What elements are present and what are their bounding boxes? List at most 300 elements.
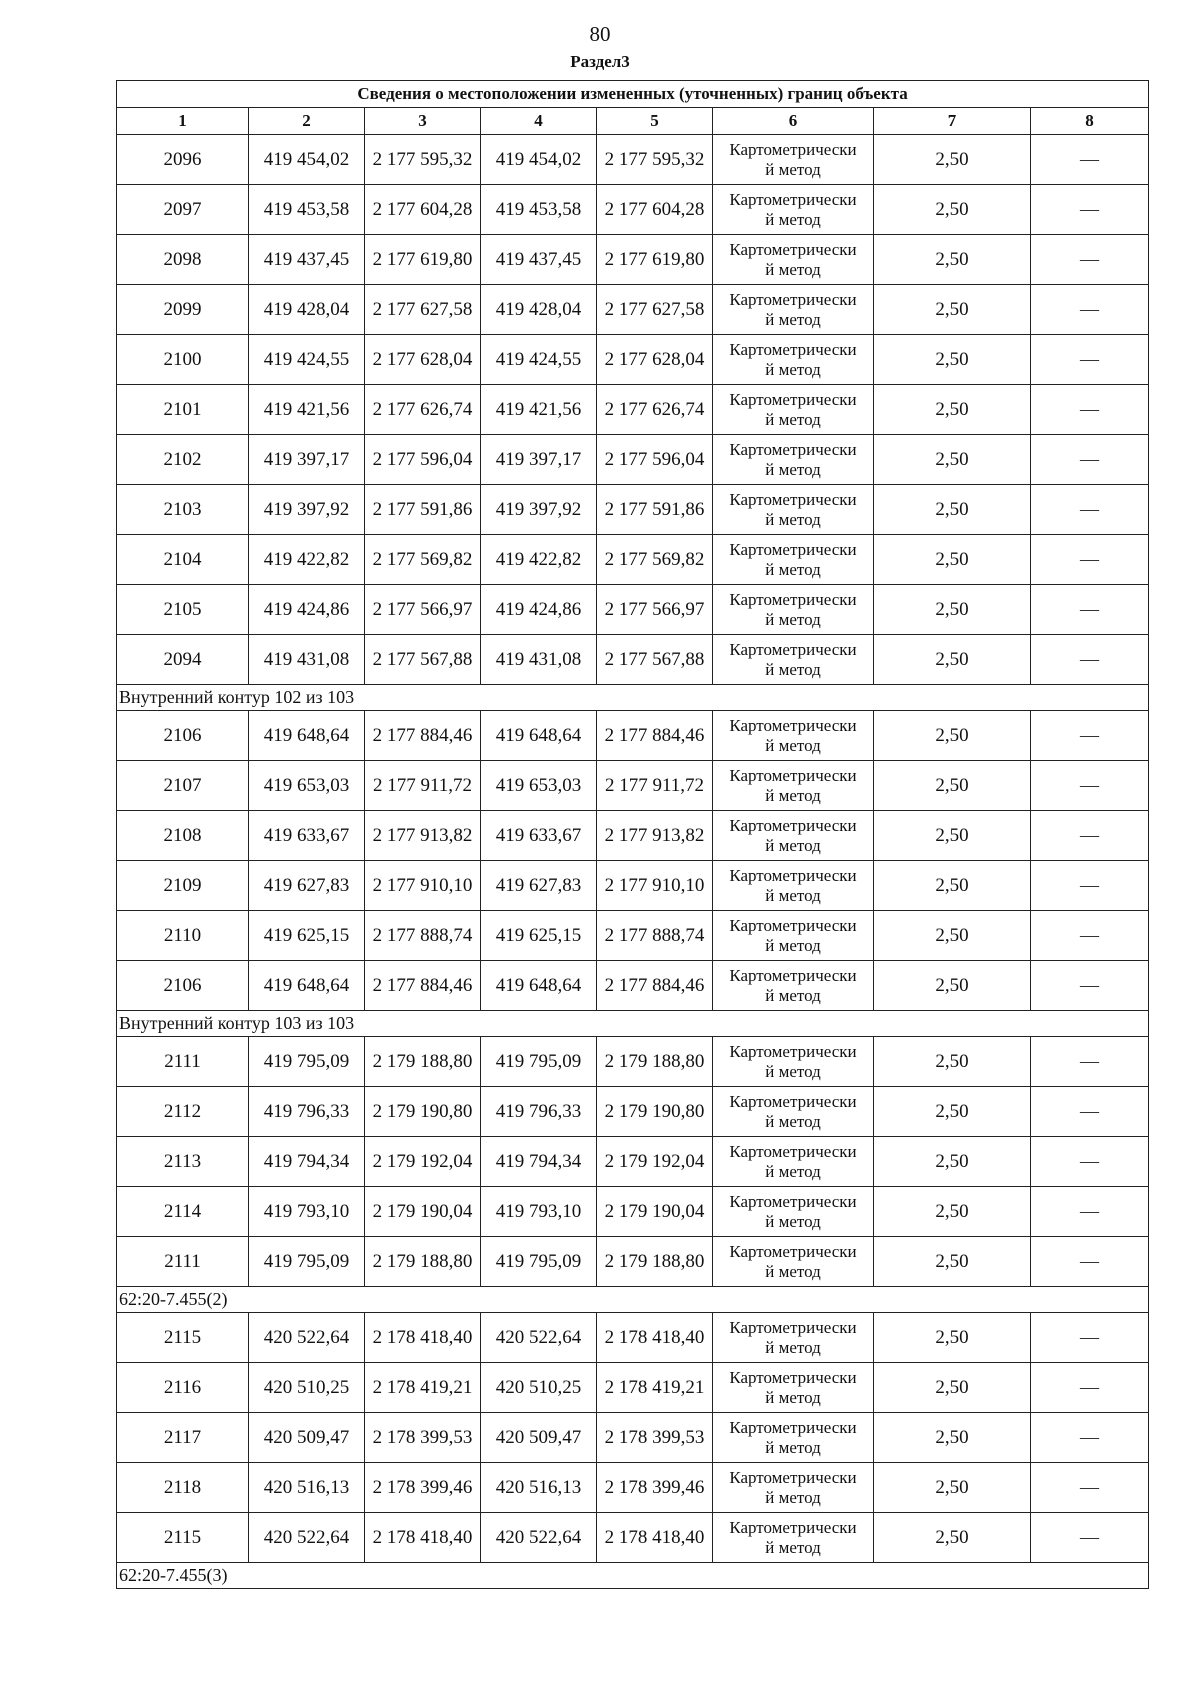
cell-y-new: 2 178 418,40 xyxy=(597,1513,713,1563)
cell-x-new: 420 522,64 xyxy=(481,1313,597,1363)
cell-description: — xyxy=(1031,435,1149,485)
method-text-line: й метод xyxy=(765,1161,821,1181)
cell-accuracy: 2,50 xyxy=(874,585,1031,635)
cell-method xyxy=(713,711,874,761)
cell-x-new: 419 428,04 xyxy=(481,285,597,335)
cell-y-new: 2 177 595,32 xyxy=(597,135,713,185)
cell-y-old: 2 177 604,28 xyxy=(365,185,481,235)
cell-x-old: 419 421,56 xyxy=(249,385,365,435)
table-row xyxy=(117,585,1149,635)
method-text-line: й метод xyxy=(765,359,821,379)
cell-y-old: 2 179 188,80 xyxy=(365,1237,481,1287)
cell-y-new: 2 179 190,80 xyxy=(597,1087,713,1137)
cell-x-old: 419 397,92 xyxy=(249,485,365,535)
cell-x-old: 419 431,08 xyxy=(249,635,365,685)
cell-y-new: 2 177 626,74 xyxy=(597,385,713,435)
cell-x-new: 419 424,55 xyxy=(481,335,597,385)
cell-y-old: 2 178 418,40 xyxy=(365,1513,481,1563)
method-text-line: й метод xyxy=(765,1211,821,1231)
cell-description: — xyxy=(1031,535,1149,585)
cell-method xyxy=(713,1037,874,1087)
cell-accuracy: 2,50 xyxy=(874,1513,1031,1563)
cell-point-number: 2097 xyxy=(117,185,249,235)
cell-accuracy: 2,50 xyxy=(874,1087,1031,1137)
table-row xyxy=(117,1463,1149,1513)
cell-description: — xyxy=(1031,911,1149,961)
method-text-line: й метод xyxy=(765,1261,821,1281)
method-text-line: й метод xyxy=(765,1487,821,1507)
method-text-line: Картометрически xyxy=(729,389,857,409)
cell-point-number: 2101 xyxy=(117,385,249,435)
cell-point-number: 2108 xyxy=(117,811,249,861)
method-text-line: й метод xyxy=(765,509,821,529)
cell-y-old: 2 177 628,04 xyxy=(365,335,481,385)
method-text-line: Картометрически xyxy=(729,965,857,985)
method-text-line: Картометрически xyxy=(729,139,857,159)
cell-description: — xyxy=(1031,1363,1149,1413)
cell-description: — xyxy=(1031,1313,1149,1363)
cell-x-old: 419 648,64 xyxy=(249,961,365,1011)
table-row xyxy=(117,711,1149,761)
cell-y-new: 2 177 627,58 xyxy=(597,285,713,335)
method-text-line: Картометрически xyxy=(729,1417,857,1437)
contour-label: Внутренний контур 102 из 103 xyxy=(117,685,1149,711)
method-text-line: й метод xyxy=(765,659,821,679)
cell-x-new: 419 397,92 xyxy=(481,485,597,535)
column-number: 8 xyxy=(1031,108,1149,135)
cell-x-old: 419 437,45 xyxy=(249,235,365,285)
cell-point-number: 2106 xyxy=(117,961,249,1011)
cell-y-new: 2 177 884,46 xyxy=(597,961,713,1011)
table-row xyxy=(117,335,1149,385)
method-text-line: й метод xyxy=(765,835,821,855)
cell-x-new: 419 653,03 xyxy=(481,761,597,811)
cell-method xyxy=(713,1413,874,1463)
method-text-line: Картометрически xyxy=(729,1467,857,1487)
contour-label: Внутренний контур 103 из 103 xyxy=(117,1011,1149,1037)
cell-point-number: 2102 xyxy=(117,435,249,485)
cell-method xyxy=(713,1187,874,1237)
cell-accuracy: 2,50 xyxy=(874,1037,1031,1087)
cell-x-new: 420 510,25 xyxy=(481,1363,597,1413)
cell-x-old: 420 516,13 xyxy=(249,1463,365,1513)
cell-accuracy: 2,50 xyxy=(874,235,1031,285)
cell-point-number: 2103 xyxy=(117,485,249,535)
cell-description: — xyxy=(1031,1413,1149,1463)
cell-accuracy: 2,50 xyxy=(874,911,1031,961)
cell-method xyxy=(713,385,874,435)
cell-x-new: 420 522,64 xyxy=(481,1513,597,1563)
cell-x-new: 419 453,58 xyxy=(481,185,597,235)
method-text-line: Картометрически xyxy=(729,915,857,935)
cell-y-new: 2 179 192,04 xyxy=(597,1137,713,1187)
cell-y-old: 2 177 910,10 xyxy=(365,861,481,911)
table-row xyxy=(117,1137,1149,1187)
cell-point-number: 2094 xyxy=(117,635,249,685)
contour-label: 62:20-7.455(3) xyxy=(117,1563,1149,1589)
method-text-line: Картометрически xyxy=(729,539,857,559)
cell-y-new: 2 177 884,46 xyxy=(597,711,713,761)
table-row xyxy=(117,761,1149,811)
cell-accuracy: 2,50 xyxy=(874,135,1031,185)
cell-point-number: 2104 xyxy=(117,535,249,585)
cell-point-number: 2115 xyxy=(117,1313,249,1363)
cell-y-old: 2 177 626,74 xyxy=(365,385,481,435)
cell-y-old: 2 177 888,74 xyxy=(365,911,481,961)
cell-description: — xyxy=(1031,385,1149,435)
method-text-line: й метод xyxy=(765,609,821,629)
method-text-line: й метод xyxy=(765,159,821,179)
cell-x-new: 419 794,34 xyxy=(481,1137,597,1187)
cell-y-new: 2 177 911,72 xyxy=(597,761,713,811)
cell-x-new: 419 648,64 xyxy=(481,961,597,1011)
cell-x-new: 419 431,08 xyxy=(481,635,597,685)
cell-y-new: 2 177 604,28 xyxy=(597,185,713,235)
cell-method xyxy=(713,761,874,811)
cell-accuracy: 2,50 xyxy=(874,485,1031,535)
method-text-line: й метод xyxy=(765,1437,821,1457)
method-text-line: Картометрически xyxy=(729,239,857,259)
cell-y-old: 2 178 418,40 xyxy=(365,1313,481,1363)
table-row xyxy=(117,1237,1149,1287)
table-row xyxy=(117,535,1149,585)
method-text-line: й метод xyxy=(765,1387,821,1407)
method-text-line: Картометрически xyxy=(729,439,857,459)
cell-description: — xyxy=(1031,961,1149,1011)
cell-method xyxy=(713,1237,874,1287)
cell-point-number: 2116 xyxy=(117,1363,249,1413)
method-text-line: Картометрически xyxy=(729,1041,857,1061)
method-text-line: й метод xyxy=(765,1337,821,1357)
cell-method xyxy=(713,135,874,185)
method-text-line: Картометрически xyxy=(729,765,857,785)
table-row xyxy=(117,861,1149,911)
method-text-line: й метод xyxy=(765,885,821,905)
table-row xyxy=(117,635,1149,685)
cell-method xyxy=(713,1087,874,1137)
cell-description: — xyxy=(1031,135,1149,185)
column-number: 3 xyxy=(365,108,481,135)
table-title-row xyxy=(117,81,1149,108)
method-text-line: й метод xyxy=(765,1537,821,1557)
table-row xyxy=(117,811,1149,861)
table-row xyxy=(117,1037,1149,1087)
cell-description: — xyxy=(1031,1513,1149,1563)
cell-y-old: 2 179 190,04 xyxy=(365,1187,481,1237)
column-number: 4 xyxy=(481,108,597,135)
cell-method xyxy=(713,635,874,685)
cell-point-number: 2113 xyxy=(117,1137,249,1187)
cell-y-new: 2 177 591,86 xyxy=(597,485,713,535)
table-row xyxy=(117,1313,1149,1363)
cell-accuracy: 2,50 xyxy=(874,635,1031,685)
method-text-line: Картометрически xyxy=(729,1141,857,1161)
cell-accuracy: 2,50 xyxy=(874,1137,1031,1187)
table-row xyxy=(117,435,1149,485)
method-text-line: й метод xyxy=(765,785,821,805)
cell-accuracy: 2,50 xyxy=(874,1363,1031,1413)
cell-accuracy: 2,50 xyxy=(874,1187,1031,1237)
cell-y-old: 2 177 884,46 xyxy=(365,961,481,1011)
method-text-line: й метод xyxy=(765,559,821,579)
method-text-line: Картометрически xyxy=(729,489,857,509)
cell-point-number: 2098 xyxy=(117,235,249,285)
table-title: Сведения о местоположении измененных (уточненных) границ объекта xyxy=(117,81,1149,108)
cell-y-old: 2 177 567,88 xyxy=(365,635,481,685)
cell-y-new: 2 179 188,80 xyxy=(597,1237,713,1287)
cell-y-new: 2 177 569,82 xyxy=(597,535,713,585)
cell-point-number: 2106 xyxy=(117,711,249,761)
cell-description: — xyxy=(1031,585,1149,635)
cell-point-number: 2096 xyxy=(117,135,249,185)
contour-group-row xyxy=(117,1011,1149,1037)
cell-point-number: 2100 xyxy=(117,335,249,385)
cell-x-new: 420 509,47 xyxy=(481,1413,597,1463)
cell-description: — xyxy=(1031,335,1149,385)
column-number: 2 xyxy=(249,108,365,135)
method-text-line: й метод xyxy=(765,259,821,279)
cell-x-new: 419 627,83 xyxy=(481,861,597,911)
cell-x-old: 419 633,67 xyxy=(249,811,365,861)
method-text-line: Картометрически xyxy=(729,1367,857,1387)
cell-x-old: 419 648,64 xyxy=(249,711,365,761)
column-number: 7 xyxy=(874,108,1031,135)
cell-y-new: 2 177 910,10 xyxy=(597,861,713,911)
cell-accuracy: 2,50 xyxy=(874,811,1031,861)
cell-method xyxy=(713,585,874,635)
cell-description: — xyxy=(1031,711,1149,761)
cell-accuracy: 2,50 xyxy=(874,185,1031,235)
cell-method xyxy=(713,811,874,861)
column-number: 1 xyxy=(117,108,249,135)
method-text-line: Картометрически xyxy=(729,1517,857,1537)
cell-y-new: 2 177 913,82 xyxy=(597,811,713,861)
cell-y-new: 2 177 888,74 xyxy=(597,911,713,961)
cell-y-new: 2 177 619,80 xyxy=(597,235,713,285)
cell-description: — xyxy=(1031,861,1149,911)
cell-accuracy: 2,50 xyxy=(874,285,1031,335)
method-text-line: Картометрически xyxy=(729,1317,857,1337)
cell-method xyxy=(713,485,874,535)
cell-point-number: 2112 xyxy=(117,1087,249,1137)
method-text-line: й метод xyxy=(765,459,821,479)
cell-point-number: 2111 xyxy=(117,1037,249,1087)
cell-y-old: 2 179 190,80 xyxy=(365,1087,481,1137)
cell-y-old: 2 177 595,32 xyxy=(365,135,481,185)
cell-point-number: 2099 xyxy=(117,285,249,335)
cell-x-new: 419 421,56 xyxy=(481,385,597,435)
cell-point-number: 2110 xyxy=(117,911,249,961)
cell-x-new: 419 437,45 xyxy=(481,235,597,285)
method-text-line: Картометрически xyxy=(729,865,857,885)
cell-description: — xyxy=(1031,485,1149,535)
cell-x-new: 419 648,64 xyxy=(481,711,597,761)
column-number-row xyxy=(117,108,1149,135)
cell-y-new: 2 177 566,97 xyxy=(597,585,713,635)
cell-method xyxy=(713,1137,874,1187)
cell-y-old: 2 177 591,86 xyxy=(365,485,481,535)
cell-x-new: 419 397,17 xyxy=(481,435,597,485)
cell-method xyxy=(713,185,874,235)
cell-y-new: 2 179 190,04 xyxy=(597,1187,713,1237)
method-text-line: Картометрически xyxy=(729,589,857,609)
cell-description: — xyxy=(1031,185,1149,235)
cell-y-new: 2 178 399,53 xyxy=(597,1413,713,1463)
page-number: 80 xyxy=(589,22,611,46)
cell-y-old: 2 177 884,46 xyxy=(365,711,481,761)
cell-x-new: 419 633,67 xyxy=(481,811,597,861)
cell-description: — xyxy=(1031,1187,1149,1237)
cell-accuracy: 2,50 xyxy=(874,961,1031,1011)
table-row xyxy=(117,1087,1149,1137)
table-row xyxy=(117,285,1149,335)
cell-description: — xyxy=(1031,1087,1149,1137)
cell-y-old: 2 177 913,82 xyxy=(365,811,481,861)
cell-point-number: 2105 xyxy=(117,585,249,635)
cell-method xyxy=(713,961,874,1011)
cell-x-new: 419 795,09 xyxy=(481,1237,597,1287)
column-number: 6 xyxy=(713,108,874,135)
table-row xyxy=(117,385,1149,435)
cell-method xyxy=(713,1463,874,1513)
cell-x-new: 419 625,15 xyxy=(481,911,597,961)
cell-x-old: 419 454,02 xyxy=(249,135,365,185)
method-text-line: Картометрически xyxy=(729,815,857,835)
method-text-line: й метод xyxy=(765,209,821,229)
method-text-line: й метод xyxy=(765,309,821,329)
cell-y-new: 2 177 567,88 xyxy=(597,635,713,685)
cell-accuracy: 2,50 xyxy=(874,1313,1031,1363)
cell-point-number: 2111 xyxy=(117,1237,249,1287)
cell-x-old: 420 522,64 xyxy=(249,1313,365,1363)
cell-description: — xyxy=(1031,811,1149,861)
cell-x-old: 419 422,82 xyxy=(249,535,365,585)
cell-method xyxy=(713,911,874,961)
cell-accuracy: 2,50 xyxy=(874,1413,1031,1463)
cell-point-number: 2117 xyxy=(117,1413,249,1463)
cell-y-old: 2 177 596,04 xyxy=(365,435,481,485)
method-text-line: Картометрически xyxy=(729,639,857,659)
column-number: 5 xyxy=(597,108,713,135)
table-row xyxy=(117,961,1149,1011)
cell-description: — xyxy=(1031,1137,1149,1187)
cell-x-old: 419 428,04 xyxy=(249,285,365,335)
table-row xyxy=(117,1187,1149,1237)
cell-y-new: 2 178 399,46 xyxy=(597,1463,713,1513)
method-text-line: Картометрически xyxy=(729,1241,857,1261)
cell-accuracy: 2,50 xyxy=(874,535,1031,585)
cell-point-number: 2114 xyxy=(117,1187,249,1237)
cell-x-new: 419 422,82 xyxy=(481,535,597,585)
cell-y-new: 2 177 628,04 xyxy=(597,335,713,385)
cell-accuracy: 2,50 xyxy=(874,435,1031,485)
cell-x-old: 419 795,09 xyxy=(249,1037,365,1087)
cell-x-new: 419 454,02 xyxy=(481,135,597,185)
cell-point-number: 2109 xyxy=(117,861,249,911)
cell-y-old: 2 177 619,80 xyxy=(365,235,481,285)
contour-label: 62:20-7.455(2) xyxy=(117,1287,1149,1313)
cell-accuracy: 2,50 xyxy=(874,335,1031,385)
cell-accuracy: 2,50 xyxy=(874,711,1031,761)
cell-y-old: 2 178 399,46 xyxy=(365,1463,481,1513)
cell-y-old: 2 177 627,58 xyxy=(365,285,481,335)
method-text-line: Картометрически xyxy=(729,339,857,359)
table-row xyxy=(117,1413,1149,1463)
cell-method xyxy=(713,335,874,385)
cell-accuracy: 2,50 xyxy=(874,385,1031,435)
boundary-coordinates-table xyxy=(116,80,1149,1589)
method-text-line: Картометрически xyxy=(729,1091,857,1111)
table-row xyxy=(117,485,1149,535)
method-text-line: й метод xyxy=(765,935,821,955)
cell-description: — xyxy=(1031,1463,1149,1513)
cell-description: — xyxy=(1031,1237,1149,1287)
method-text-line: Картометрически xyxy=(729,289,857,309)
cell-x-old: 419 794,34 xyxy=(249,1137,365,1187)
cell-x-old: 419 453,58 xyxy=(249,185,365,235)
cell-description: — xyxy=(1031,285,1149,335)
cell-y-new: 2 177 596,04 xyxy=(597,435,713,485)
cell-description: — xyxy=(1031,761,1149,811)
cell-description: — xyxy=(1031,1037,1149,1087)
cell-y-new: 2 178 418,40 xyxy=(597,1313,713,1363)
cell-x-old: 419 424,55 xyxy=(249,335,365,385)
cell-x-old: 419 627,83 xyxy=(249,861,365,911)
cell-y-old: 2 178 399,53 xyxy=(365,1413,481,1463)
method-text-line: й метод xyxy=(765,985,821,1005)
cell-point-number: 2107 xyxy=(117,761,249,811)
cell-x-new: 419 796,33 xyxy=(481,1087,597,1137)
table-row xyxy=(117,185,1149,235)
method-text-line: Картометрически xyxy=(729,1191,857,1211)
cell-method xyxy=(713,285,874,335)
cell-x-old: 419 653,03 xyxy=(249,761,365,811)
cell-x-new: 419 424,86 xyxy=(481,585,597,635)
cell-y-old: 2 177 911,72 xyxy=(365,761,481,811)
cell-accuracy: 2,50 xyxy=(874,861,1031,911)
cell-x-old: 419 793,10 xyxy=(249,1187,365,1237)
cell-method xyxy=(713,235,874,285)
cell-method xyxy=(713,1313,874,1363)
cell-method xyxy=(713,435,874,485)
section-title: Раздел3 xyxy=(570,52,630,71)
cell-method xyxy=(713,535,874,585)
cell-accuracy: 2,50 xyxy=(874,1463,1031,1513)
cell-y-old: 2 179 188,80 xyxy=(365,1037,481,1087)
cell-method xyxy=(713,1513,874,1563)
cell-point-number: 2118 xyxy=(117,1463,249,1513)
method-text-line: Картометрически xyxy=(729,715,857,735)
cell-point-number: 2115 xyxy=(117,1513,249,1563)
contour-group-row xyxy=(117,1563,1149,1589)
cell-x-old: 419 625,15 xyxy=(249,911,365,961)
cell-x-old: 420 522,64 xyxy=(249,1513,365,1563)
table-row xyxy=(117,135,1149,185)
cell-y-old: 2 179 192,04 xyxy=(365,1137,481,1187)
table-row xyxy=(117,1363,1149,1413)
cell-x-new: 419 793,10 xyxy=(481,1187,597,1237)
cell-x-old: 420 510,25 xyxy=(249,1363,365,1413)
cell-x-new: 420 516,13 xyxy=(481,1463,597,1513)
table-row xyxy=(117,1513,1149,1563)
cell-method xyxy=(713,861,874,911)
contour-group-row xyxy=(117,1287,1149,1313)
cell-y-new: 2 179 188,80 xyxy=(597,1037,713,1087)
cell-x-old: 419 795,09 xyxy=(249,1237,365,1287)
table-row xyxy=(117,911,1149,961)
cell-accuracy: 2,50 xyxy=(874,1237,1031,1287)
method-text-line: й метод xyxy=(765,735,821,755)
